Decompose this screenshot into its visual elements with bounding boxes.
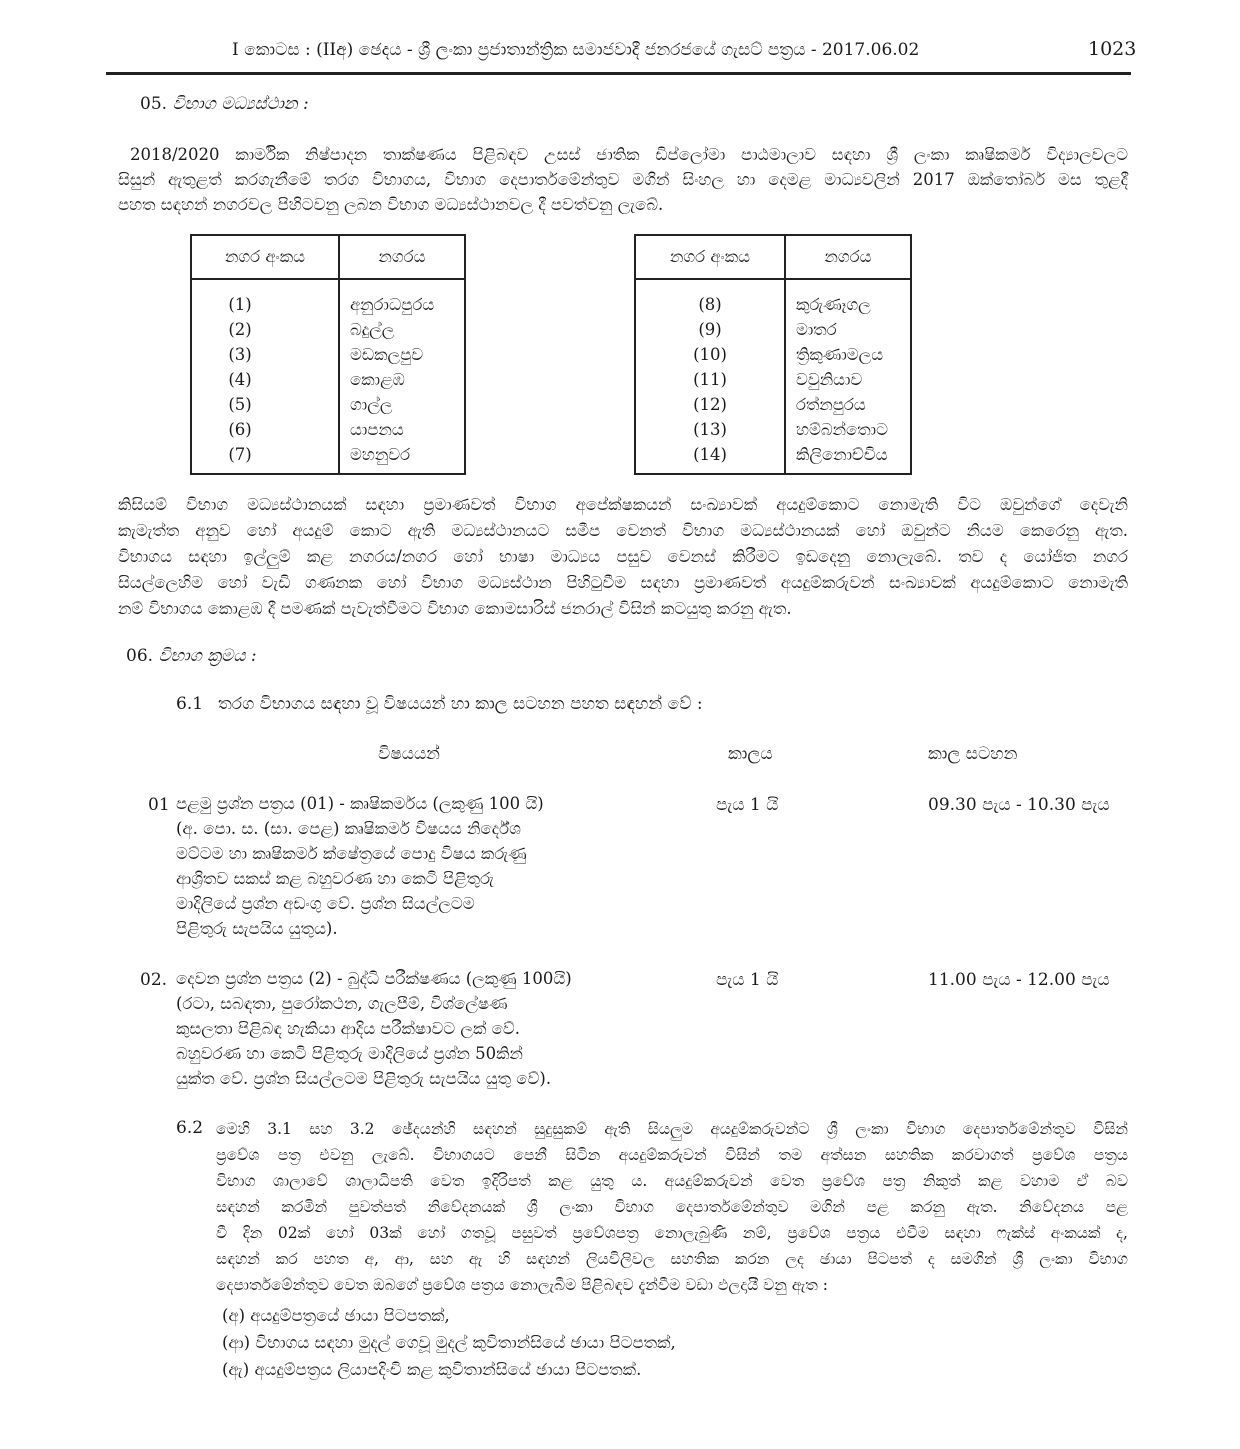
paper-line: පළමු ප්‍රශ්න පත්‍රය (01) - කෘෂිකර්මය (ලකුණු 100 යි): [176, 794, 544, 813]
notice-line-5: නම් විභාගය කොළඹ දී පමණක් පැවැත්වීමට විභාග කොමසාරිස් ජනරාල් විසින් කටයුතු කරනු ඇත.: [118, 599, 792, 618]
document-list-item: (අ) අයදුම්පත්‍රයේ ඡායා පිටපතක්,: [222, 1306, 450, 1325]
notice-line-2: කැමැත්ත අනුව හෝ අයදුම් කොට ඇති මධ්‍යස්ථානයට සමීප වෙනත් විභාග මධ්‍යස්ථානයක් හෝ ඔවුන්ට නියම කෙරෙනු ඇත.: [118, 521, 1128, 540]
section-6-heading: [126, 646, 257, 666]
sub-6-1-text: තරග විභාගය සඳහා වූ විෂයයන් හා කාල සටහන පහත සඳහන් වේ :: [218, 694, 703, 714]
city-table-left: [190, 234, 466, 475]
city-code: (4): [228, 370, 252, 389]
table-header-city: නගරය: [785, 235, 911, 279]
city-name: වවුනියාව: [796, 370, 863, 389]
notice-line-4: සියල්ලෙහිම හෝ වැඩි ගණනක හෝ විභාග මධ්‍යස්ථාන පිහිටුවීම සඳහා ප්‍රමාණවත් අයදුම්කරුවන් සංඛ්‍යාවක් අයදුම්කොට නොමැති: [118, 573, 1128, 592]
city-code: (3): [228, 345, 252, 364]
city-name: කුරුණෑගල: [796, 295, 871, 314]
city-code: (6): [228, 420, 252, 439]
sub-6-2-line: වී දින 02ක් හෝ 03ක් හෝ ගතවූ පසුවත් ප්‍රවේශපත්‍ර නොලැබුණි නම්, ප්‍රවේශ පත්‍රය එවීම සඳහා ෆැක්ස් අංකයක් ද,: [216, 1224, 1128, 1242]
city-name: මාතර: [796, 320, 837, 339]
city-name: කිලිනොච්චිය: [796, 445, 888, 464]
header-divider: [106, 72, 1131, 75]
notice-line-1: කිසියම් විභාග මධ්‍යස්ථානයක් සඳහා ප්‍රමාණවත් විභාග අපේක්ෂකයන් සංඛ්‍යාවක් අයදුම්කොට නොමැති විට ඔවුන්ගේ දෙවැනි: [118, 495, 1128, 514]
document-list-item: (ආ) විභාගය සඳහා මුදල් ගෙවූ මුදල් කුවිතාන්සියේ ඡායා පිටපතක්,: [222, 1333, 676, 1352]
section-5-heading: [140, 94, 309, 114]
paper-line: දෙවන ප්‍රශ්න පත්‍රය (2) - බුද්ධි පරීක්ෂණය (ලකුණු 100යි): [176, 969, 572, 988]
city-name: කොළඹ: [350, 370, 405, 389]
section-6-number: 06.: [126, 646, 154, 666]
city-name: බදුල්ල: [350, 320, 395, 339]
sub-6-2-number: 6.2: [176, 1118, 204, 1138]
city-table-right: [634, 234, 912, 475]
document-list-item: (ඇ) අයදුම්පත්‍රය ලියාපදිංචි කළ කුවිතාන්සියේ ඡායා පිටපතක්.: [222, 1360, 642, 1379]
city-name: ත්‍රිකුණාමලය: [796, 345, 884, 364]
table-header-city: නගරය: [339, 235, 465, 279]
city-code: (2): [228, 320, 252, 339]
section-5-intro: [118, 142, 1128, 217]
paper-description: [176, 791, 544, 941]
paper-line: කුසලතා පිළිබඳ හැකියා ආදිය පරීක්ෂාවට ලක් වේ.: [176, 1019, 520, 1038]
schedule-header-duration: කාලය: [728, 744, 773, 764]
paper-time: 11.00 පැය - 12.00 පැය: [928, 970, 1110, 990]
intro-line-2: සිසුන් ඇතුළත් කරගැනීමේ තරග විභාගය, විභාග දෙපාර්තමේන්තුව මගින් සිංහල හා දෙමළ මාධ්‍යවලින් 2017 ඔක්තෝබර් මස තුළදී: [118, 170, 1128, 189]
sub-6-2-line: දෙපාර්තමේන්තුව වෙත ඔබගේ ප්‍රවේශ පත්‍රය නොලැබීම පිළිබඳව දැන්වීම වඩා ඵලදායී වනු ඇත :: [216, 1276, 829, 1294]
city-name: මඩකලපුව: [350, 345, 424, 364]
city-code: (10): [693, 345, 727, 364]
city-code: (7): [228, 445, 252, 464]
code-column: [635, 279, 785, 474]
code-column: [191, 279, 339, 474]
paper-line: (රටා, සබඳතා, පුරෝකථන, ගැලපීම්, විශ්ලේෂණ: [176, 994, 508, 1013]
gazette-header-title: I කොටස : (IIඅ) ඡෙදය - ශ්‍රී ලංකා ප්‍රජාතාන්ත්‍රික සමාජවාදී ජනරජයේ ගැසට් පත්‍රය - 2017.06.02: [232, 40, 920, 60]
paper-number: 02.: [140, 970, 168, 990]
section-5-title: විභාග මධ්‍යස්ථාන :: [172, 94, 309, 114]
paper-time: 09.30 පැය - 10.30 පැය: [928, 795, 1110, 815]
section-6-title: විභාග ක්‍රමය :: [158, 646, 257, 666]
city-code: (14): [693, 445, 727, 464]
city-code: (5): [228, 395, 252, 414]
sub-6-2-text: [216, 1116, 1128, 1298]
city-name: ගාල්ල: [350, 395, 393, 414]
schedule-header-time: කාල සටහන: [928, 744, 1018, 764]
city-name: රත්නපුරය: [796, 395, 866, 414]
city-name: හම්බන්තොට: [796, 420, 888, 439]
section-5-notice: [118, 492, 1128, 622]
paper-duration: පැය 1 යි: [716, 970, 779, 990]
city-code: (8): [698, 295, 722, 314]
page-number: 1023: [1088, 38, 1137, 60]
city-name: යාපනය: [350, 420, 404, 439]
city-code: (9): [698, 320, 722, 339]
paper-number: 01: [148, 795, 170, 815]
table-header-code: නගර අංකය: [635, 235, 785, 279]
city-code: (11): [693, 370, 727, 389]
sub-6-1-number: 6.1: [176, 694, 204, 714]
paper-line: ආශ්‍රිතව සකස් කළ බහුවරණ හා කෙටි පිළිතුරු: [176, 869, 494, 888]
sub-6-2-line: සඳහන් කරමින් පුවත්පත් නිවේදනයක් ශ්‍රී ලංකා විභාග දෙපාර්තමේන්තුව මගින් පළ කරනු ඇත. නිවේදනය පළ: [216, 1198, 1128, 1216]
city-code: (13): [693, 420, 727, 439]
city-name: අනුරාධපුරය: [350, 295, 435, 314]
paper-line: (අ. පො. ස. (සා. පෙළ) කෘෂිකර්ම විෂයය නිර්දේශ: [176, 819, 521, 838]
schedule-header-subjects: විෂයයන්: [378, 744, 440, 764]
section-5-number: 05.: [140, 94, 168, 114]
sub-6-2-line: මෙහි 3.1 සහ 3.2 ඡේදයන්හි සඳහන් සුදුසුකම් ඇති සියලුම අයදුම්කරුවන්ට ශ්‍රී ලංකා විභාග දෙපාර්තමේන්තුව විසින්: [216, 1120, 1128, 1138]
notice-line-3: විභාගය සඳහා ඉල්ලුම් කළ නගරය/නගර හෝ භාෂා මාධ්‍යය පසුව වෙනස් කිරීමට ඉඩදෙනු නොලැබේ. තව ද යෝජිත නගර: [118, 547, 1128, 566]
intro-line-1: 2018/2020 කාර්මික නිෂ්පාදන තාක්ෂණය පිළිබඳව උසස් ජාතික ඩිප්ලෝමා පාඨමාලාව සඳහා ශ්‍රී ලංකා කෘෂිකර්ම විද්‍යාලවලට: [130, 145, 1128, 164]
city-column: [339, 279, 465, 474]
city-name: මහනුවර: [350, 445, 411, 464]
city-code: (1): [228, 295, 252, 314]
table-header-code: නගර අංකය: [191, 235, 339, 279]
paper-line: බහුවරණ හා කෙටි පිළිතුරු මාදිලියේ ප්‍රශ්න 50කින්: [176, 1044, 523, 1063]
paper-description: [176, 966, 572, 1091]
city-column: [785, 279, 911, 474]
sub-6-2-line: විභාග ශාලාවේ ශාලාධිපති වෙත ඉදිරිපත් කළ යුතු ය. අයදුම්කරුවන් වෙත ප්‍රවේශ පත්‍ර නිකුත් කළ වහාම ඒ බව: [216, 1172, 1128, 1190]
city-code: (12): [693, 395, 727, 414]
paper-duration: පැය 1 යි: [716, 795, 779, 815]
paper-line: මාදිලියේ ප්‍රශ්න අඩංගු වේ. ප්‍රශ්න සියල්ලටම: [176, 894, 475, 913]
paper-line: මට්ටම හා කෘෂිකර්ම ක්ෂේත්‍රයේ පොදු විෂය කරුණු: [176, 844, 527, 863]
paper-line: යුක්ත වේ. ප්‍රශ්න සියල්ලටම පිළිතුරු සැපයිය යුතු වේ).: [176, 1069, 552, 1088]
paper-line: පිළිතුරු සැපයිය යුතුය).: [176, 919, 338, 938]
intro-line-3: පහත සඳහන් නගරවල පිහිටවනු ලබන විභාග මධ්‍යස්ථානවල දී පවත්වනු ලැබේ.: [118, 195, 664, 214]
sub-6-2-line: සඳහන් කර පහත අ, ආ, සහ ඇ හි සඳහන් ලියවිලිවල සහතික කරන ලද ඡායා පිටපත් ද සමගින් ශ්‍රී ලංකා විභාග: [216, 1250, 1128, 1268]
sub-6-2-line: ප්‍රවේශ පත්‍ර එවනු ලැබේ. විභාගයට පෙනී සිටින අයදුම්කරුවන් විසින් තම අත්සන සහතික කරවාගත් ප්‍රවේශ පත්‍රය: [216, 1146, 1128, 1164]
